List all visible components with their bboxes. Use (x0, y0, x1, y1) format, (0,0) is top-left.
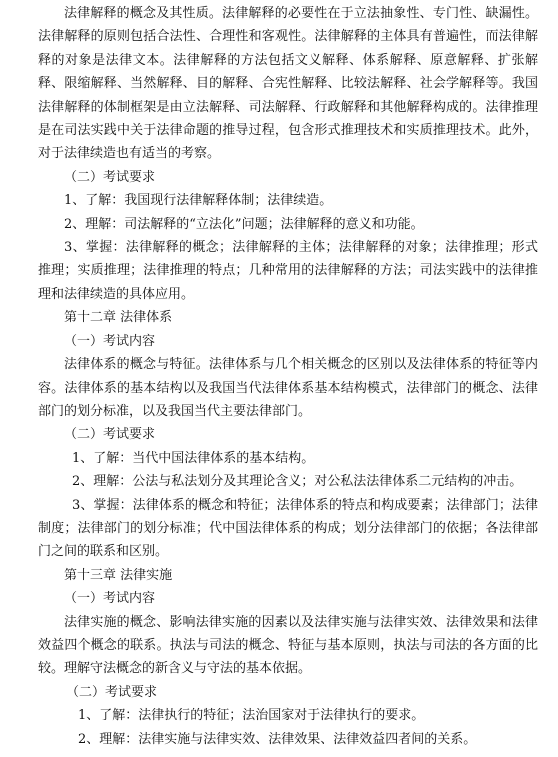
ch12-requirement-2: 2、理解：公法与私法划分及其理论含义；对公私法法律体系二元结构的冲击。 (72, 474, 523, 490)
ch12-requirement-3: 3、掌握：法律体系的概念和特征；法律体系的特点和构成要素；法律部门；法律制度；法律部门的划分标准；代中国法律体系的构成；划分法律部门的依据；各法律部门之间的联系和区别。 (38, 497, 538, 560)
ch12-requirements-heading: （二）考试要求 (64, 427, 156, 443)
ch12-requirement-1: 1、了解：当代中国法律体系的基本结构。 (72, 450, 315, 466)
ch12-content-paragraph: 法律体系的概念与特征。法律体系与几个相关概念的区别以及法律体系的特征等内容。法律体系的基本结构以及我国当代法律体系基本结构模式，法律部门的概念、法律部门的划分标准，以及我国当代主要法律部门。 (38, 357, 538, 419)
ch13-content-paragraph: 法律实施的概念、影响法律实施的因素以及法律实施与法律实效、法律效果和法律效益四个概念的联系。执法与司法的概念、特征与基本原则，执法与司法的各方面的比较。理解守法概念的新含义与守法的基本依据。 (38, 614, 538, 677)
ch11-requirement-2: 2、理解：司法解释的“立法化”问题；法律解释的意义和功能。 (64, 216, 424, 232)
ch12-content-heading: （一）考试内容 (64, 333, 156, 349)
chapter-12-title: 第十二章 法律体系 (64, 310, 173, 326)
ch13-requirement-2: 2、理解：法律实施与法律实效、法律效果、法律效益四者间的关系。 (78, 731, 477, 747)
ch11-requirement-3: 3、掌握：法律解释的概念；法律解释的主体；法律解释的对象；法律推理；形式推理；实质推理；法律推理的特点；几种常用的法律解释的方法；司法实践中的法律推理和法律续造的具体应用。 (38, 240, 538, 302)
ch13-requirements-heading: （二）考试要求 (66, 684, 158, 700)
intro-paragraph: 法律解释的概念及其性质。法律解释的必要性在于立法抽象性、专门性、缺漏性。法律解释的原则包括合法性、合理性和客观性。法律解释的主体具有普遍性，而法律解释的对象是法律文本。法律解释的方法包括文义解释、体系解释、原意解释、扩张解释、限缩解释、当然解释、目的解释、合宪性解释、比较法解释、社会学解释等。我国法律解释的体制框架是由立法解释、司法解释、行政解释和其他解释构成的。法律推理是在司法实践中关于法律命题的推导过程，包含形式推理技术和实质推理技术。此外，对于法律续造也有适当的考察。 (38, 6, 538, 162)
chapter-13-title: 第十三章 法律实施 (64, 567, 173, 583)
ch11-requirements-heading: （二）考试要求 (64, 169, 156, 185)
ch13-content-heading: （一）考试内容 (64, 591, 156, 607)
ch13-requirement-1: 1、了解：法律执行的特征；法治国家对于法律执行的要求。 (78, 708, 425, 724)
ch11-requirement-1: 1、了解：我国现行法律解释体制；法律续造。 (64, 193, 333, 209)
